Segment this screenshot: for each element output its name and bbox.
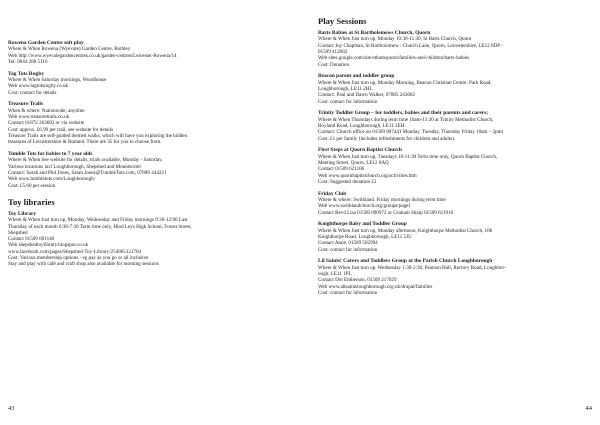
listing-line: Contact 01872 263692 or via website bbox=[8, 120, 85, 127]
listing-entry bbox=[318, 30, 588, 68]
listing-line: When & where: Nationwide, anytime bbox=[8, 107, 85, 114]
listing-line: Where & where: Swithland. Friday mornings during term time bbox=[318, 196, 446, 203]
listing-line: ough, LE11 1PL bbox=[318, 270, 352, 277]
listing-line: Contact 01509 601146 bbox=[8, 236, 55, 243]
play-sessions-heading: Play Sessions bbox=[318, 16, 367, 26]
listing-line: Cost: contact for details bbox=[8, 89, 57, 96]
listing-line: Where & When Rowena (Wyevale) Garden Centre, Rothley bbox=[8, 46, 131, 53]
listing-line: Where & When See website for details, trials available, Monday - Saturday, bbox=[8, 157, 163, 164]
listing-line: Tel: 0844 288 5116 bbox=[8, 59, 48, 65]
toy-libraries-heading: Toy libraries bbox=[8, 196, 55, 207]
listing-line: 01509 412082 bbox=[318, 49, 348, 55]
left-entries-bottom bbox=[8, 211, 278, 268]
listing-line: Contact: Sarah and Phil Jones, Sarah.Jones@TumbleTots.com, 07889 444221 bbox=[8, 169, 167, 176]
listing-entry bbox=[318, 258, 588, 296]
listing-line: Knighthorpe Road, Loughborough, LE11 5JU bbox=[318, 233, 412, 240]
listing-line: Cost: contact for information bbox=[318, 246, 378, 253]
listing-entry bbox=[8, 71, 278, 96]
right-entries bbox=[318, 30, 588, 296]
listing-entry bbox=[8, 151, 278, 189]
listing-line: Contact: Paul and Dawn Walker, 07885 243682 bbox=[318, 92, 416, 99]
listing-line: Thursday of each month 6:30-7:30 Term time only, Hind Leys High School, Forest Street, bbox=[8, 223, 192, 230]
listing-entry bbox=[318, 110, 588, 142]
listing-title: Trinity Toddler Group – for toddlers, babies and their parents and carers; bbox=[318, 110, 489, 117]
listing-line: Stay and play with café and craft shop also available for morning sessions bbox=[8, 261, 159, 268]
listing-line: Cost: approx. £6.99 per trail, see website for details bbox=[8, 126, 114, 133]
listing-line: Web www.treasuretrails.co.uk bbox=[8, 114, 70, 121]
listing-line: Cost: contact for information bbox=[318, 98, 378, 105]
listing-entry bbox=[318, 147, 588, 185]
left-entries-top bbox=[8, 40, 278, 189]
listing-line: www.facebook.com/pages/Shepshed-Toy-Library/254865121704 bbox=[8, 248, 142, 255]
listing-line: Cost: £1 per family (includes refreshments for children and adults). bbox=[318, 135, 456, 142]
listing-entry bbox=[8, 40, 278, 65]
listing-line: Where & When Just turn up, Monday 10:30-11:30, St Barts Church, Quorn bbox=[318, 36, 472, 43]
listing-line: Web shepshedtoylibrary.blogspot.co.uk bbox=[8, 242, 89, 249]
listing-line: Treasure Trails are self-guided themed walks, which will have you exploring the hidden bbox=[8, 132, 188, 139]
listing-line: Cost: contact for information bbox=[318, 289, 378, 296]
page-number-left: 43 bbox=[8, 405, 15, 412]
listing-line: treasures of Leicestershire & Rutland. There are 35 for you to choose from. bbox=[8, 139, 162, 146]
listing-line: Where & When Just turn up, Tuesdays 10-11:30 Term time only, Quorn Baptist Church, bbox=[318, 153, 498, 160]
right-column bbox=[318, 16, 588, 301]
listing-title: Beacon parent and toddler group bbox=[318, 73, 395, 80]
listing-line: Cost: Suggested donation £2 bbox=[318, 178, 377, 185]
listing-line: Web www.quornbaptistchurch.org/activities.htm bbox=[318, 172, 417, 179]
listing-line: Where & When Just turn up, Wednesday 1:30-2:30, Pearson Hall, Rectory Road, Loughbor- bbox=[318, 264, 506, 271]
listing-line: Where & When Just turn up, Monday afternoon, Knighthorpe Methodist Church, 106 bbox=[318, 227, 493, 234]
left-column bbox=[8, 40, 278, 273]
listing-line: Meeting Street, Quorn, LE12 8AQ bbox=[318, 159, 389, 166]
listing-line: Where & When Just turn up, Monday Morning, Beacon Christian Centre, Park Road, bbox=[318, 79, 492, 86]
listing-line: Various locations incl Loughborough, Shepshed and Mountsorrel bbox=[8, 163, 141, 170]
page-number-right: 44 bbox=[585, 405, 592, 412]
listing-entry bbox=[318, 221, 588, 253]
listing-line: Royland Road, Loughborough, LE11 2EH. bbox=[318, 122, 406, 129]
listing-line: Web http://www.wyevalegardencentres.co.uk/garden-centres/Leicester-Rowena/14 bbox=[8, 52, 177, 59]
listing-entry bbox=[8, 211, 278, 268]
listing-line: Web www.tumbletots.com/Loughborough/ bbox=[8, 176, 96, 183]
listing-line: Contact 01509 621106 bbox=[318, 166, 365, 173]
listing-line: Cost: Various membership options - eg pay as you go or all inclusive bbox=[8, 255, 149, 262]
right-page bbox=[300, 0, 600, 425]
listing-line: Contact Revd Lisa 01509 890972 or Graham Sharp 01509 611916 bbox=[318, 209, 454, 216]
listing-title: Toy Library bbox=[8, 210, 37, 217]
listing-line: Web www.allsaintsloughborough.org.uk/drupal/families bbox=[318, 283, 433, 290]
listing-line: Cost: Donation bbox=[318, 61, 349, 68]
listing-line: Where & When Thursdays during term time 10am-11:30 at Trinity Methodist Church, bbox=[318, 116, 494, 123]
listing-line: Cost: £5.60 per session bbox=[8, 182, 56, 189]
listing-title: Treasure Trails bbox=[8, 101, 43, 108]
listing-entry bbox=[8, 101, 278, 145]
listing-line: Web www.swithlandchurch.org/groups/page1 bbox=[318, 203, 411, 210]
listing-line: Contact Dot Emberson, 01509 217029 bbox=[318, 277, 397, 284]
listing-line: Contact: Church office on 01509 807441 Monday, Tuesday, Thursday Friday 10am – 2pm) bbox=[318, 129, 504, 136]
listing-line: Where & When Just turn up, Monday, Wednesday and Friday mornings 9:30-12:00 Last bbox=[8, 217, 188, 224]
listing-title: First Steps at Quorn Baptist Church bbox=[318, 147, 402, 154]
listing-line: Where & When Saturday mornings, Woodhouse bbox=[8, 77, 107, 84]
listing-line: Web www.tagtotsrugby.co.uk bbox=[8, 83, 69, 90]
listing-title: Knighthorpe Baby and Toddler Group bbox=[318, 221, 407, 228]
listing-line: Web sites.google.com/site/stbartsquorn/families-and-children/barts-babies bbox=[318, 55, 470, 62]
listing-line: Contact Anne, 01509 502994 bbox=[318, 240, 378, 247]
listing-title: Lil Saints! Carers and Toddlers Group at the Parish Church Loughborough bbox=[318, 258, 493, 265]
listing-line: Contact Joy Chapman, St Bartholomew : Church Lane, Quorn, Leicestershire, LE12 8DP - bbox=[318, 42, 503, 49]
listing-title: Tumble Tots for babies to 7 year olds bbox=[8, 150, 93, 157]
listing-entry bbox=[318, 73, 588, 105]
listing-entry bbox=[318, 191, 588, 216]
listing-title: Friday Club bbox=[318, 190, 347, 197]
listing-title: Barts Babies at St Bartholemews Church, Quorn bbox=[318, 30, 431, 36]
listing-line: Loughborough, LE11 2HL bbox=[318, 85, 373, 92]
listing-title: Tag Tots Rugby bbox=[8, 70, 45, 77]
listing-title: Rowena Garden Centre soft play bbox=[8, 40, 84, 46]
listing-line: Shepshed bbox=[8, 229, 28, 236]
